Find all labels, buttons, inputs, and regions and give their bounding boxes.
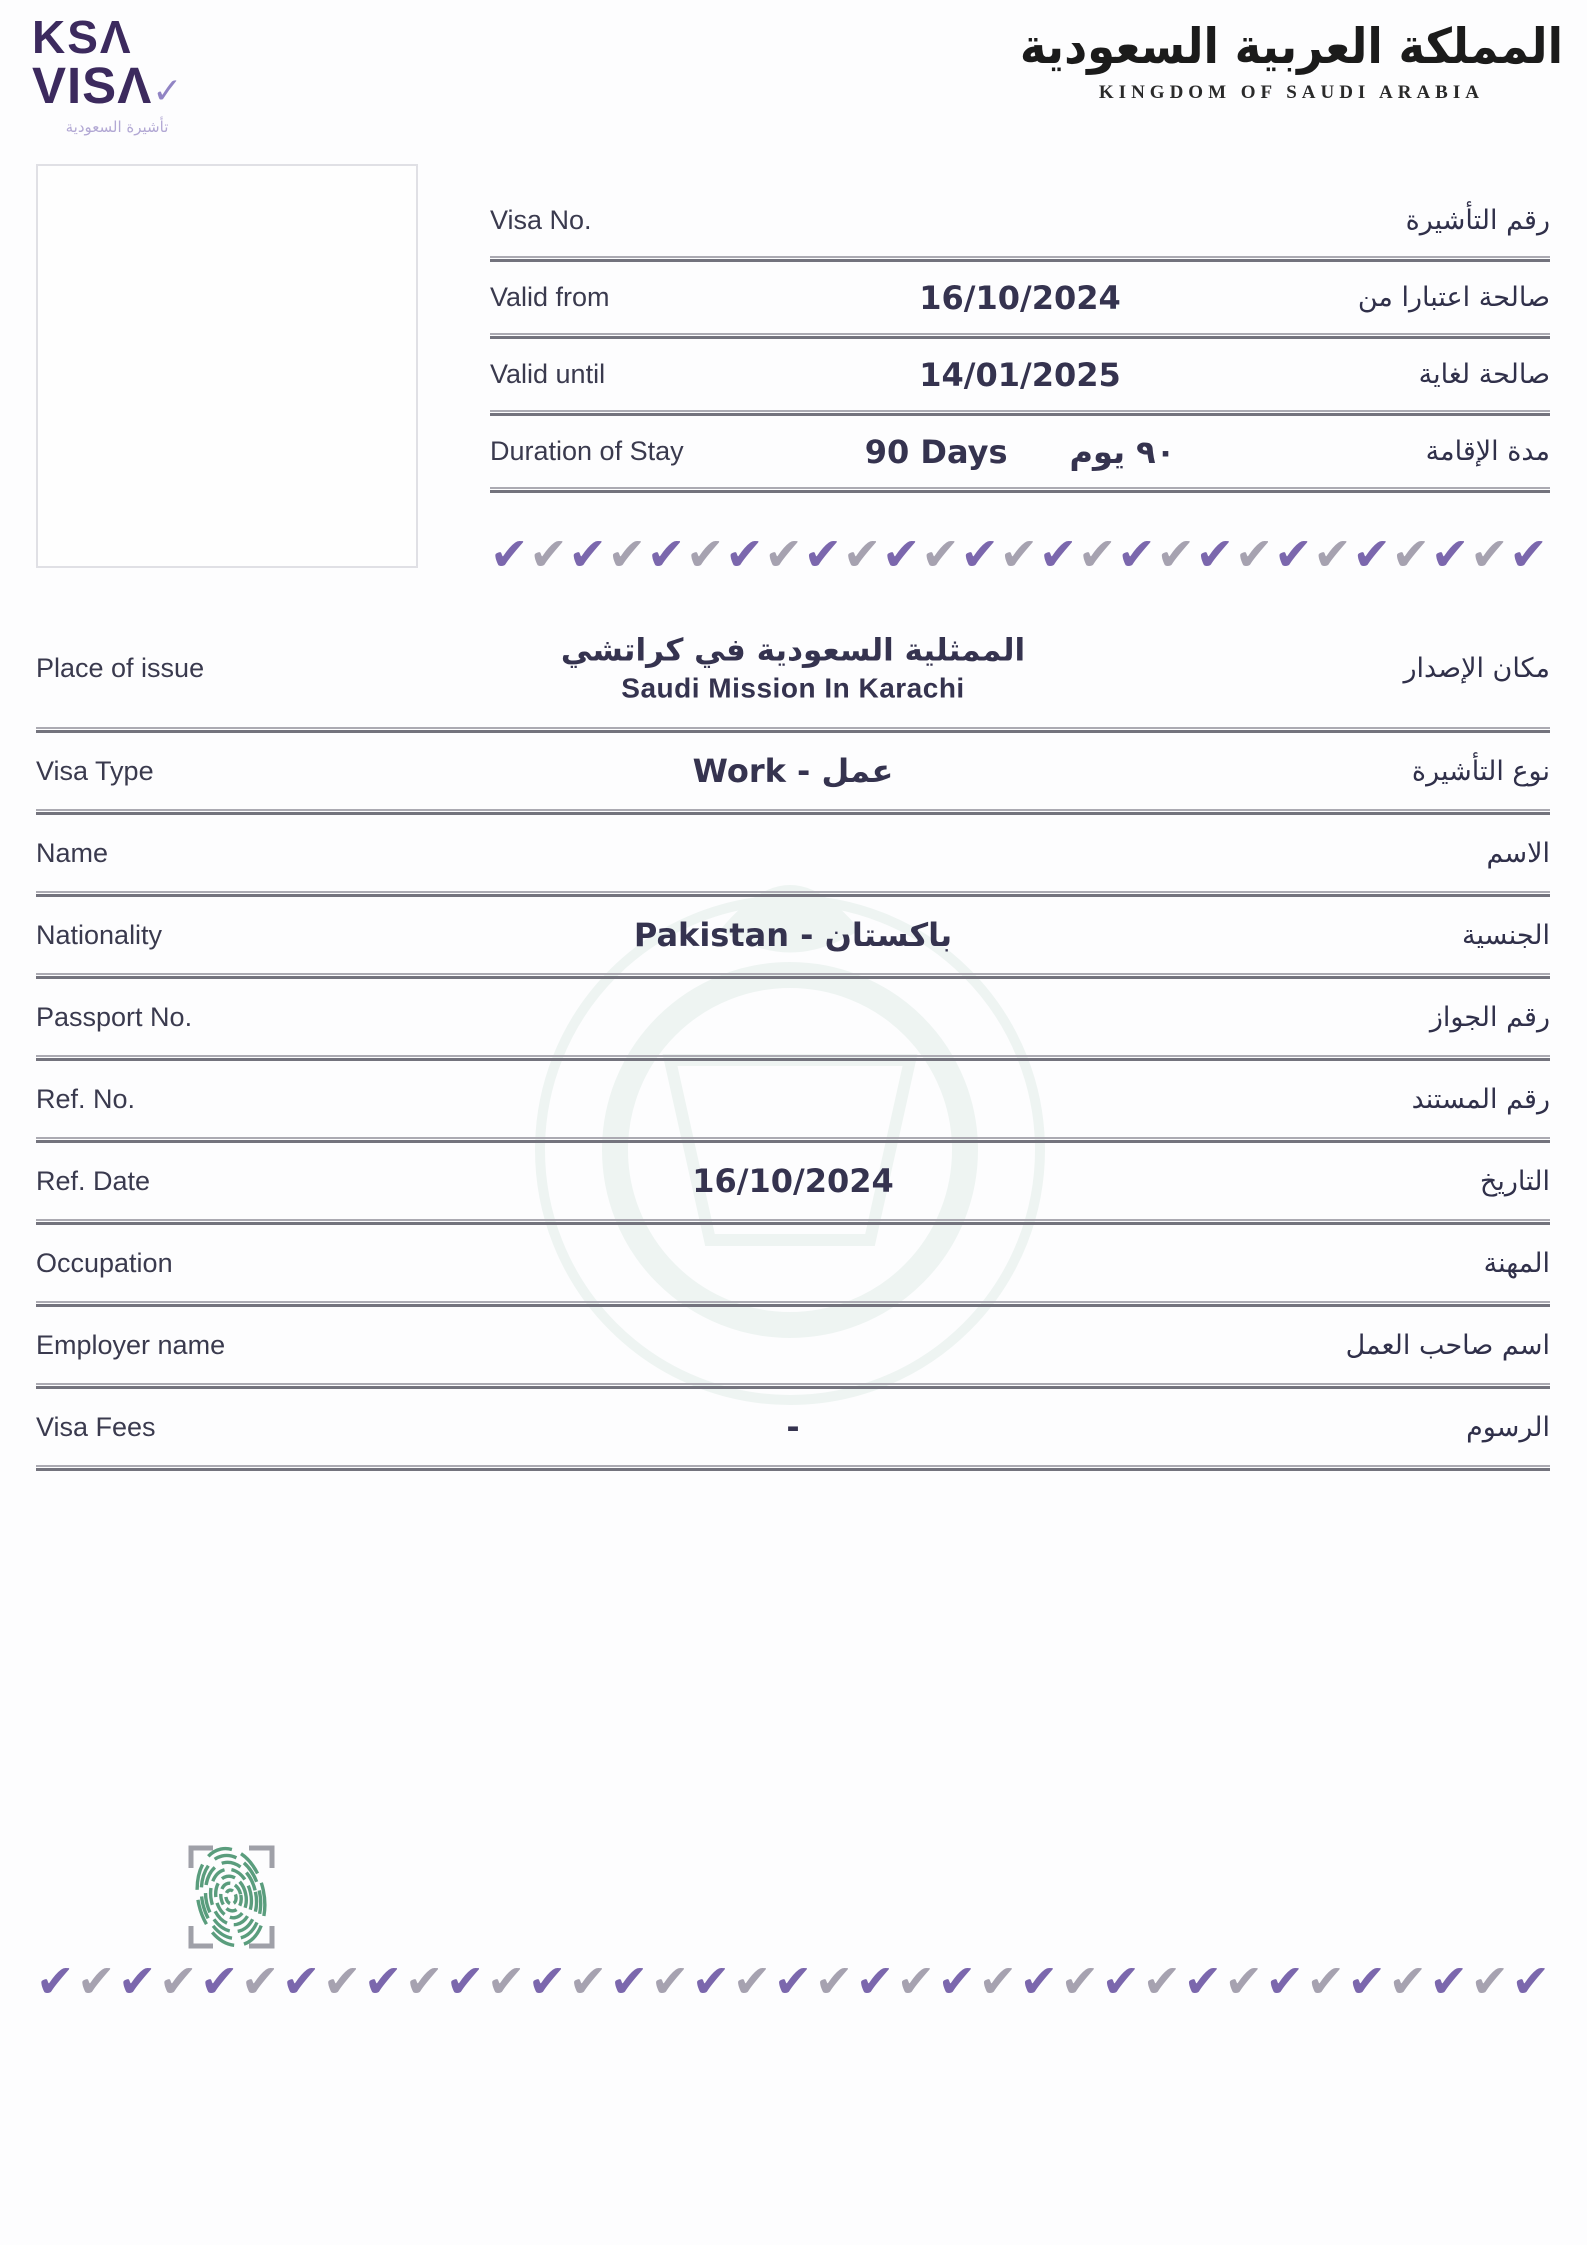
checkmark-icon: ✔ — [1101, 1954, 1141, 2008]
checkmark-icon: ✔ — [1347, 1954, 1387, 2008]
checkmark-icon: ✔ — [1019, 1954, 1059, 2008]
field-label-ar: رقم التأشيرة — [1405, 205, 1550, 236]
checkmark-icon: ✔ — [527, 1954, 567, 2008]
checkmark-icon: ✔ — [1156, 527, 1195, 581]
checkmark-icon: ✔ — [1511, 1954, 1550, 2008]
checkmark-icon: ✔ — [240, 1954, 280, 2008]
checkmark-icon: ✔ — [937, 1954, 977, 2008]
table-row — [36, 1061, 1550, 1137]
checkmark-icon: ✔ — [732, 1954, 772, 2008]
checkmark-icon: ✔ — [36, 1954, 75, 2008]
checkmark-icon: ✔ — [1234, 527, 1274, 581]
field-label-en: Nationality — [36, 919, 163, 950]
field-label-ar: الاسم — [1486, 837, 1550, 869]
field-label-en: Visa Type — [36, 755, 154, 786]
duration-value-en: 90 Days — [864, 432, 1008, 471]
fingerprint-icon — [183, 1836, 283, 1958]
checkmark-row — [36, 1954, 1550, 2008]
checkmark-icon: ✔ — [490, 527, 529, 581]
checkmark-icon: ✔ — [882, 527, 921, 581]
table-row — [36, 897, 1550, 973]
checkmark-icon: ✔ — [609, 1954, 649, 2008]
field-value: 16/10/2024 — [919, 278, 1121, 317]
checkmark-icon: ✔ — [1078, 527, 1117, 581]
checkmark-icon: ✔ — [1470, 527, 1509, 581]
logo-line2: VISΛ✓ — [32, 57, 184, 114]
checkmark-icon: ✔ — [363, 1954, 403, 2008]
field-label-en: Visa Fees — [36, 1411, 156, 1442]
checkmark-icon: ✔ — [1388, 1954, 1428, 2008]
checkmark-icon: ✔ — [999, 527, 1039, 581]
checkmark-icon: ✔ — [281, 1954, 321, 2008]
checkmark-icon: ✔ — [76, 1954, 116, 2008]
field-label-en: Visa No. — [490, 205, 592, 235]
table-row — [36, 1225, 1550, 1301]
field-label-ar: رقم المستند — [1411, 1083, 1550, 1115]
checkmark-icon: ✔ — [1429, 1954, 1469, 2008]
checkmark-icon: ✔ — [646, 527, 686, 581]
kingdom-emblem-calligraphy: المملكة العربية السعودية — [1019, 17, 1563, 76]
row-separator — [36, 1465, 1550, 1471]
field-label-en: Ref. No. — [36, 1083, 136, 1114]
checkmark-icon: ✔ — [1038, 527, 1078, 581]
checkmark-icon: ✔ — [1352, 527, 1392, 581]
logo-check-icon: ✓ — [152, 71, 184, 112]
table-row — [36, 733, 1550, 809]
checkmark-icon: ✔ — [607, 527, 647, 581]
kingdom-title-en: KINGDOM OF SAUDI ARABIA — [1098, 82, 1484, 103]
checkmark-icon: ✔ — [1306, 1954, 1346, 2008]
checkmark-row — [490, 527, 1548, 581]
checkmark-icon: ✔ — [842, 527, 882, 581]
checkmark-icon: ✔ — [650, 1954, 690, 2008]
kingdom-header — [1019, 17, 1563, 104]
checkmark-icon: ✔ — [1470, 1954, 1509, 2008]
checkmark-icon: ✔ — [686, 527, 725, 581]
checkmark-icon: ✔ — [117, 1954, 157, 2008]
visa-details-table — [36, 610, 1550, 1471]
checkmark-icon: ✔ — [921, 527, 960, 581]
field-label-ar: مكان الإصدار — [1403, 653, 1550, 684]
table-row — [36, 1143, 1550, 1219]
field-label-en: Place of issue — [36, 653, 205, 683]
ksa-visa-logo — [32, 11, 202, 136]
checkmark-icon: ✔ — [896, 1954, 936, 2008]
checkmark-icon: ✔ — [445, 1954, 485, 2008]
field-label-ar: صالحة لغاية — [1418, 359, 1550, 390]
field-label-ar: مدة الإقامة — [1425, 436, 1550, 467]
field-label-en: Occupation — [36, 1247, 173, 1278]
checkmark-icon: ✔ — [199, 1954, 239, 2008]
field-value: 14/01/2025 — [919, 355, 1121, 394]
checkmark-icon: ✔ — [978, 1954, 1018, 2008]
checkmark-icon: ✔ — [1265, 1954, 1305, 2008]
checkmark-icon: ✔ — [764, 527, 803, 581]
table-row — [36, 979, 1550, 1055]
field-label-en: Duration of Stay — [490, 436, 684, 466]
table-row — [36, 610, 1550, 727]
field-value: 16/10/2024 — [692, 1162, 894, 1200]
checkmark-icon: ✔ — [1274, 527, 1313, 581]
checkmark-icon: ✔ — [855, 1954, 895, 2008]
checkmark-icon: ✔ — [1195, 527, 1235, 581]
checkmark-icon: ✔ — [960, 527, 999, 581]
field-label-ar: التاريخ — [1479, 1165, 1550, 1197]
duration-value-ar: ٩٠ يوم — [1069, 432, 1176, 471]
checkmark-icon: ✔ — [773, 1954, 813, 2008]
checkmark-icon: ✔ — [1142, 1954, 1182, 2008]
checkmark-icon: ✔ — [1509, 527, 1548, 581]
field-value: Pakistan - باكستان — [633, 916, 953, 954]
field-value — [865, 433, 1175, 471]
visa-summary-table — [490, 185, 1550, 493]
checkmark-icon: ✔ — [1117, 527, 1156, 581]
field-label-ar: المهنة — [1483, 1247, 1550, 1279]
row-separator — [490, 487, 1550, 493]
photo-placeholder — [36, 164, 418, 568]
checkmark-icon: ✔ — [691, 1954, 731, 2008]
field-label-en: Valid until — [490, 359, 606, 389]
table-row — [490, 416, 1550, 487]
table-row — [36, 1389, 1550, 1465]
checkmark-icon: ✔ — [1391, 527, 1431, 581]
field-label-ar: الرسوم — [1466, 1411, 1550, 1443]
place-of-issue-en: Saudi Mission In Karachi — [621, 672, 965, 704]
field-label-ar: نوع التأشيرة — [1411, 755, 1550, 787]
field-label-ar: صالحة اعتبارا من — [1357, 282, 1550, 313]
checkmark-icon: ✔ — [322, 1954, 362, 2008]
table-row — [36, 1307, 1550, 1383]
logo-line1: KSΛ — [32, 11, 133, 63]
field-label-ar: رقم الجواز — [1429, 1001, 1550, 1033]
table-row — [490, 339, 1550, 410]
field-label-ar: الجنسية — [1461, 919, 1550, 951]
field-label-ar: اسم صاحب العمل — [1345, 1329, 1550, 1361]
checkmark-icon: ✔ — [1313, 527, 1352, 581]
table-row — [490, 262, 1550, 333]
checkmark-icon: ✔ — [803, 527, 843, 581]
checkmark-icon: ✔ — [1224, 1954, 1264, 2008]
checkmark-icon: ✔ — [1060, 1954, 1100, 2008]
field-value: - — [786, 1408, 800, 1446]
field-label-en: Employer name — [36, 1329, 226, 1360]
place-of-issue-ar: الممثلية السعودية في كراتشي — [560, 631, 1026, 668]
checkmark-icon: ✔ — [404, 1954, 444, 2008]
checkmark-icon: ✔ — [529, 527, 568, 581]
checkmark-icon: ✔ — [158, 1954, 198, 2008]
checkmark-icon: ✔ — [1183, 1954, 1223, 2008]
field-label-en: Name — [36, 837, 109, 868]
checkmark-icon: ✔ — [568, 527, 607, 581]
logo-tagline-arabic: تأشيرة السعودية — [65, 118, 169, 136]
field-label-en: Ref. Date — [36, 1165, 151, 1196]
field-label-en: Valid from — [490, 282, 610, 312]
field-value — [561, 631, 1025, 707]
field-label-en: Passport No. — [36, 1001, 193, 1032]
field-value: Work - عمل — [692, 752, 894, 790]
checkmark-icon: ✔ — [486, 1954, 526, 2008]
checkmark-icon: ✔ — [568, 1954, 608, 2008]
checkmark-icon: ✔ — [814, 1954, 854, 2008]
checkmark-icon: ✔ — [1430, 527, 1470, 581]
table-row — [36, 815, 1550, 891]
table-row — [490, 185, 1550, 256]
checkmark-icon: ✔ — [725, 527, 764, 581]
